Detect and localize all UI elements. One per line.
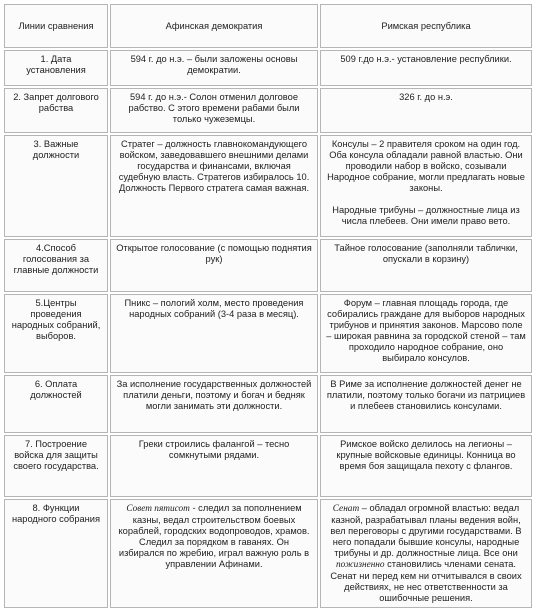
row-criterion: 4.Способ голосования за главные должности [4,239,108,292]
rome-cell: 326 г. до н.э. [320,88,532,133]
athens-cell: Греки строились фалангой – тесно сомкнутыми рядами. [110,435,318,497]
row-criterion: 8. Функции народного собрания [4,499,108,608]
row-criterion: 1. Дата установления [4,50,108,86]
rome-cell: В Риме за исполнение должностей денег не платили, поэтому только богачи из патрициев и плебеев становились консулами. [320,375,532,433]
council-term: Совет пятисот [126,504,190,514]
row-criterion: 7. Построение войска для защиты своего государства. [4,435,108,497]
header-athens: Афинская демократия [110,4,318,48]
row-criterion: 6. Оплата должностей [4,375,108,433]
athens-cell [110,499,318,608]
table-row [4,88,532,133]
comparison-table [2,2,534,610]
header-rome: Римская республика [320,4,532,48]
table-row [4,50,532,86]
table-row [4,239,532,292]
athens-cell: Пникс – пологий холм, место проведения народных собраний (3-4 раза в месяц). [110,294,318,373]
row-criterion: 3. Важные должности [4,135,108,237]
lifelong-term: пожизненно [335,560,385,570]
council-text: - следил за пополнением казны, ведал строительством боевых кораблей, городских водопроводов, храмов. Следил за порядком в гаванях. Он избирался по жребию, играл важную роль в управлении Афинами. [118,503,310,569]
athens-cell: Стратег – должность главнокомандующего войском, заведовавшего внешними делами государства и финансами, включая судебную власть. Стратегов избиралось 10. Должность Первого стратега самая важная. [110,135,318,237]
table-row [4,435,532,497]
row-criterion: 5.Центры проведения народных собраний, выборов. [4,294,108,373]
athens-cell: 594 г. до н.э.- Солон отменил долговое рабство. С этого времени рабами были только чужеземцы. [110,88,318,133]
header-criteria: Линии сравнения [4,4,108,48]
consuls-text: Консулы – 2 правителя сроком на один год. Оба консула обладали равной властью. Они проводили набор в войско, созывали Народное собрание, могли предлагать новые законы. [327,139,525,193]
table-row [4,375,532,433]
rome-cell [320,135,532,237]
table-row [4,499,532,608]
rome-cell: 509 г.до н.э.- установление республики. [320,50,532,86]
table-row [4,135,532,237]
senate-term: Сенат [332,504,360,514]
rome-cell: Римское войско делилось на легионы – крупные войсковые единицы. Конница во время боя защищала пехоту с флангов. [320,435,532,497]
header-row [4,4,532,48]
table-row [4,294,532,373]
rome-cell: Тайное голосование (заполняли таблички, опускали в корзину) [320,239,532,292]
paragraph-gap [326,194,526,205]
tribunes-text: Народные трибуны – должностные лица из числа плебеев. Они имели право вето. [332,205,520,226]
rome-cell [320,499,532,608]
athens-cell: Открытое голосование (с помощью поднятия рук) [110,239,318,292]
senate-text-b: становились членами сената. Сенат ни перед кем ни отчитывался в своих действиях, не нес ответственности за ошибочные решения. [330,559,522,603]
senate-text-a: – обладал огромной властью: ведал казной, разрабатывал планы ведения войн, вел переговоры с другими государствами. В него попадали бывшие консулы, народные трибуны и др. должностные лица. Все они [330,503,522,558]
athens-cell: 594 г. до н.э. – были заложены основы демократии. [110,50,318,86]
row-criterion: 2. Запрет долгового рабства [4,88,108,133]
athens-cell: За исполнение государственных должностей платили деньги, поэтому и богач и бедняк могли занимать эти должности. [110,375,318,433]
rome-cell: Форум – главная площадь города, где собирались граждане для выборов народных трибунов и принятия законов. Марсово поле – широкая равнина за городской стеной – там проходило народное собрание, оно выбирало консулов. [320,294,532,373]
